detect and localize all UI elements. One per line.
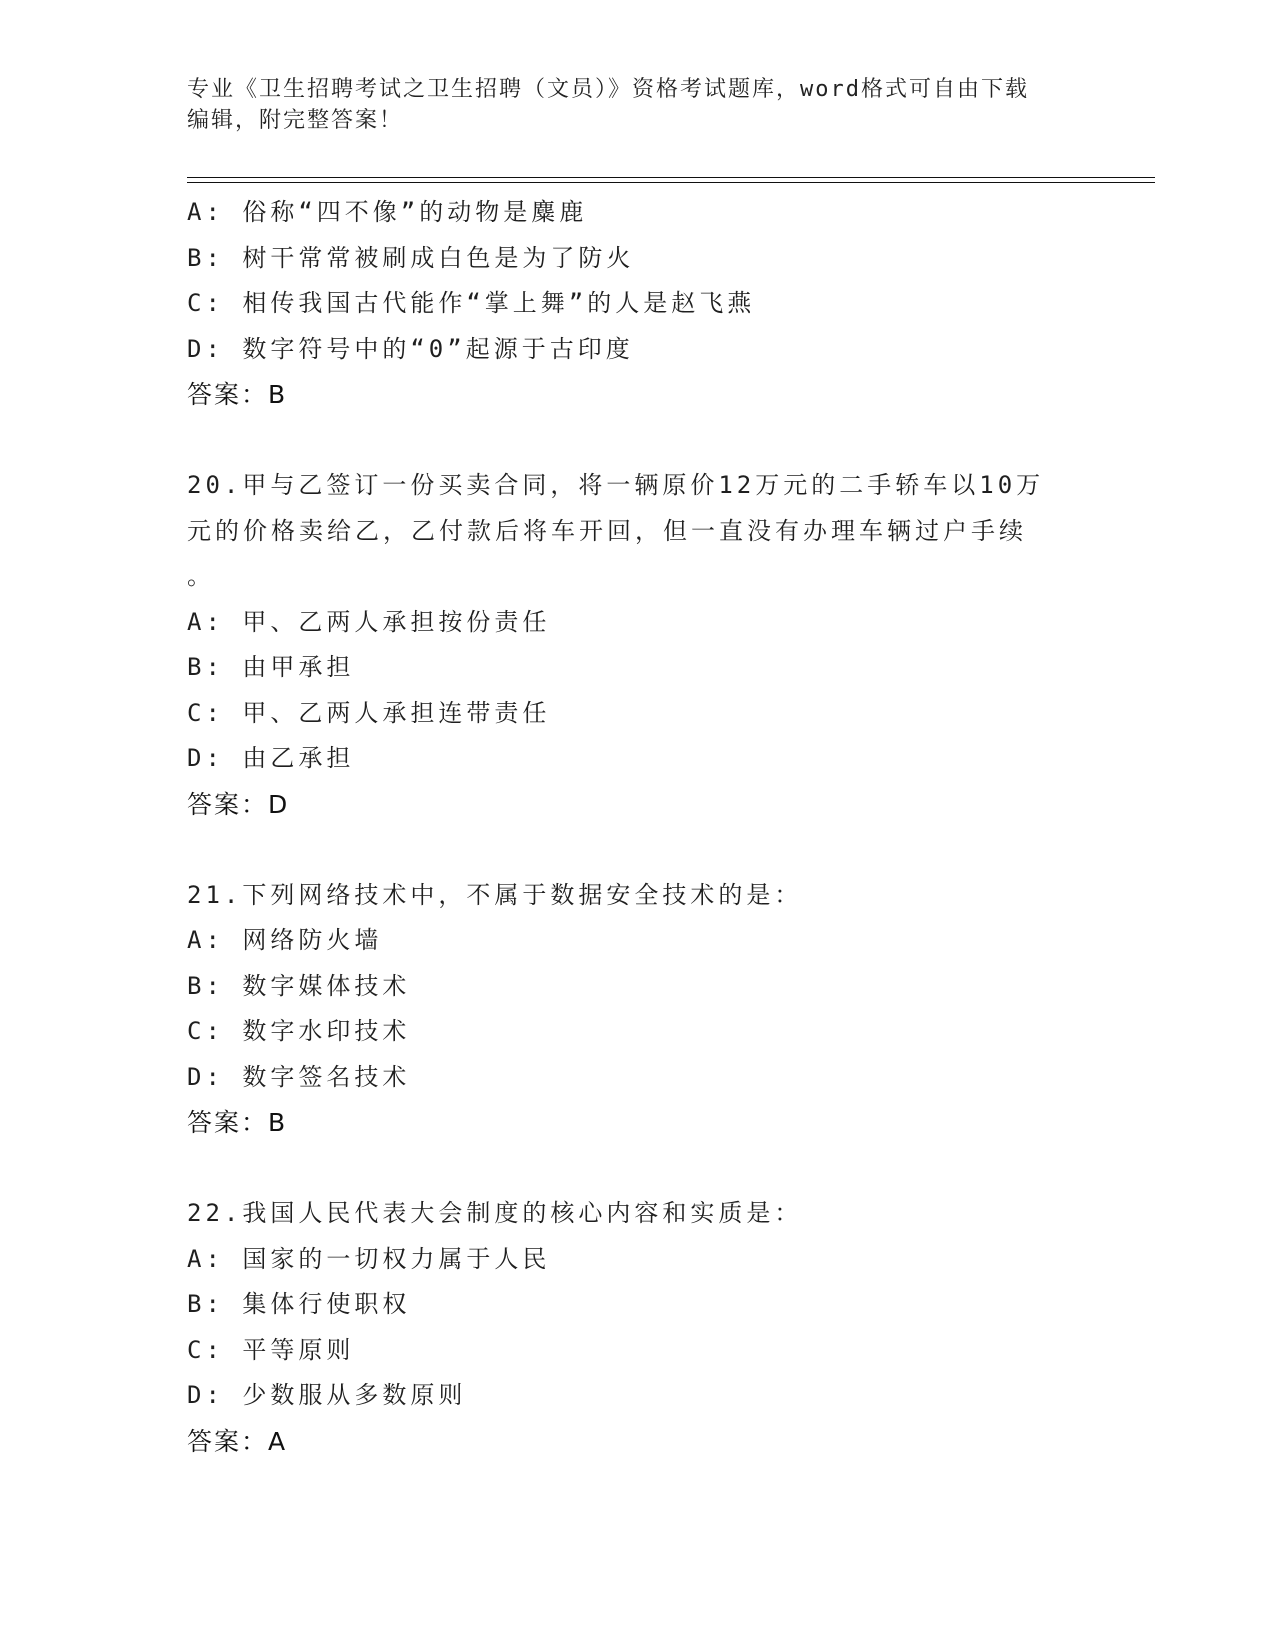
spacer bbox=[187, 827, 1087, 873]
option-c: C: 甲、乙两人承担连带责任 bbox=[187, 698, 551, 727]
spacer bbox=[187, 418, 1087, 464]
question-list bbox=[187, 190, 1087, 1464]
option-d: D: 数字符号中的“0”起源于古印度 bbox=[187, 334, 634, 363]
option-c: C: 数字水印技术 bbox=[187, 1017, 411, 1045]
stem-line-1: 20.甲与乙签订一份买卖合同，将一辆原价12万元的二手轿车以10万 bbox=[187, 471, 1045, 499]
header-line-2: 编辑，附完整答案！ bbox=[187, 108, 404, 133]
answer: 答案：D bbox=[187, 789, 290, 819]
header-rule-bottom bbox=[187, 182, 1155, 183]
question-stem: 22.我国人民代表大会制度的核心内容和实质是： bbox=[187, 1199, 803, 1227]
question-stem bbox=[187, 463, 1067, 600]
document-header bbox=[187, 74, 1087, 136]
option-c: C: 相传我国古代能作“掌上舞”的人是赵飞燕 bbox=[187, 289, 756, 317]
answer: 答案：B bbox=[187, 380, 288, 409]
option-b: B: 树干常常被刷成白色是为了防火 bbox=[187, 243, 635, 272]
option-b: B: 数字媒体技术 bbox=[187, 971, 411, 1000]
header-line-1: 专业《卫生招聘考试之卫生招聘（文员）》资格考试题库，word格式可自由下载 bbox=[187, 77, 1029, 102]
question-19 bbox=[187, 190, 1087, 418]
stem-line-3: 。 bbox=[187, 562, 215, 590]
option-a: A: 俗称“四不像”的动物是麋鹿 bbox=[187, 198, 588, 226]
header-rule-top bbox=[187, 177, 1155, 178]
option-c: C: 平等原则 bbox=[187, 1335, 355, 1364]
question-20 bbox=[187, 463, 1087, 827]
question-22 bbox=[187, 1191, 1087, 1464]
option-b: B: 集体行使职权 bbox=[187, 1290, 411, 1318]
option-a: A: 网络防火墙 bbox=[187, 926, 383, 954]
stem-line-2: 元的价格卖给乙，乙付款后将车开回，但一直没有办理车辆过户手续 bbox=[187, 516, 1027, 545]
option-d: D: 少数服从多数原则 bbox=[187, 1381, 467, 1409]
option-d: D: 数字签名技术 bbox=[187, 1062, 411, 1091]
question-21 bbox=[187, 873, 1087, 1146]
answer: 答案：B bbox=[187, 1108, 288, 1137]
option-a: A: 国家的一切权力属于人民 bbox=[187, 1244, 551, 1273]
spacer bbox=[187, 1146, 1087, 1192]
question-stem: 21.下列网络技术中，不属于数据安全技术的是： bbox=[187, 880, 803, 909]
option-a: A: 甲、乙两人承担按份责任 bbox=[187, 607, 551, 636]
answer: 答案：A bbox=[187, 1426, 288, 1456]
option-d: D: 由乙承担 bbox=[187, 744, 355, 772]
option-b: B: 由甲承担 bbox=[187, 653, 355, 681]
